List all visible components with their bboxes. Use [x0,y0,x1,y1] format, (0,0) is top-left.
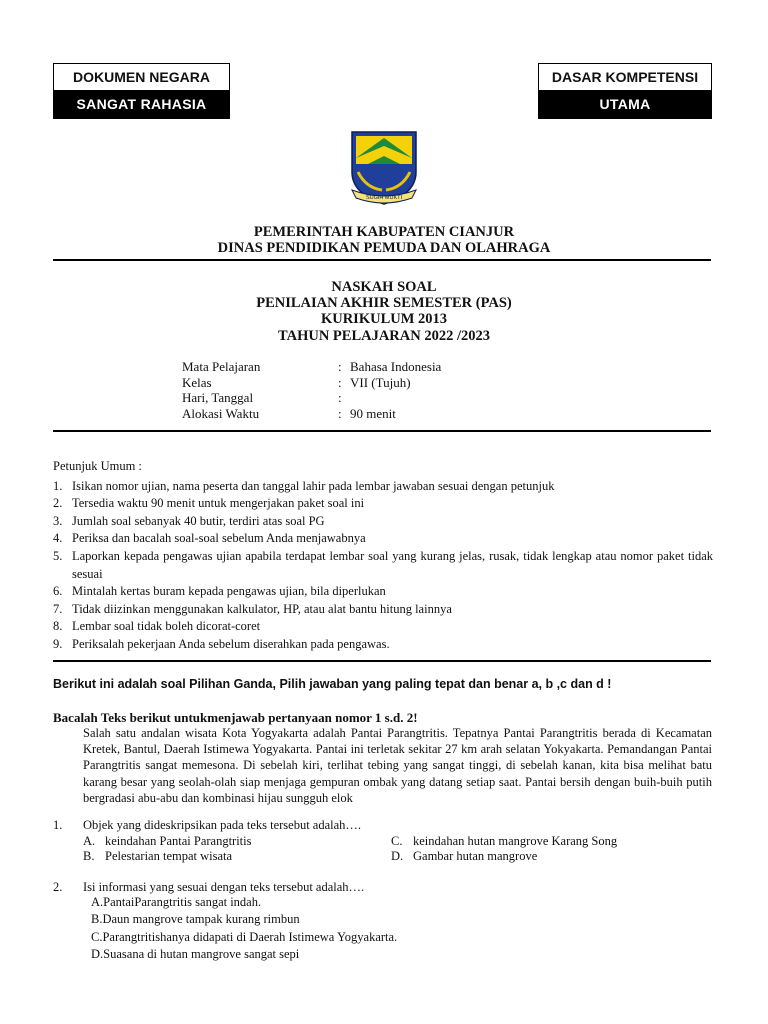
multiple-choice-instruction: Berikut ini adalah soal Pilihan Ganda, Pilih jawaban yang paling tepat dan benar a, b ,c dan d ! [53,677,612,691]
question-number: 1. [53,818,63,832]
question-1 [53,818,361,833]
list-item: 7. Tidak diizinkan menggunakan kalkulator, HP, atau alat bantu hitung lainnya [53,601,452,616]
info-row: Alokasi Waktu : 90 menit [182,405,396,421]
doc-title-1: NASKAH SOAL [331,279,437,295]
question-number: 2. [53,880,63,894]
option-a[interactable]: A.PantaiParangtritis sangat indah. [91,895,262,909]
list-item: 5. Laporkan kepada pengawas ujian apabila terdapat lembar soal yang kurang jelas, rusak, tidak lengkap atau nomor paket tidak sesuai [53,548,713,581]
option-d[interactable]: D.Suasana di hutan mangrove sangat sepi [91,946,300,961]
list-item: 1. Isikan nomor ujian, nama peserta dan tanggal lahir pada lembar jawaban sesuai dengan petunjuk [53,478,555,493]
general-instructions [53,458,713,654]
classification-label: DOKUMEN NEGARA [54,64,229,90]
instructions-heading: Petunjuk Umum : [53,459,142,473]
info-divider [53,430,711,432]
svg-text:SUGIH MUKTI: SUGIH MUKTI [365,195,403,201]
classification-box [53,63,230,119]
info-row: Hari, Tanggal : [182,390,342,405]
list-item: 2. Tersedia waktu 90 menit untuk mengerjakan paket soal ini [53,496,365,511]
competency-level: UTAMA [539,90,711,118]
list-item: 4. Periksa dan bacalah soal-soal sebelum Anda menjawabnya [53,531,366,546]
list-item: 8. Lembar soal tidak boleh dicorat-coret [53,619,261,634]
competency-label: DASAR KOMPETENSI [539,64,711,90]
option-c[interactable]: C.Parangtritishanya didapati di Daerah Istimewa Yogyakarta. [91,929,398,944]
option-d[interactable]: D. Gambar hutan mangrove [391,849,538,863]
list-item: 3. Jumlah soal sebanyak 40 butir, terdiri atas soal PG [53,513,325,528]
passage-heading: Bacalah Teks berikut untukmenjawab pertanyaan nomor 1 s.d. 2! [53,710,418,725]
instructions-divider [53,660,711,662]
list-item: 6. Mintalah kertas buram kepada pengawas ujian, bila diperlukan [53,584,386,599]
regency-emblem-icon [346,128,422,208]
competency-box [538,63,712,119]
doc-title-4: TAHUN PELAJARAN 2022 /2023 [278,328,490,344]
doc-title-2: PENILAIAN AKHIR SEMESTER (PAS) [256,295,512,311]
header-divider [53,259,711,261]
option-b[interactable]: B. Pelestarian tempat wisata [83,849,233,863]
secrecy-label: SANGAT RAHASIA [54,90,229,118]
option-c[interactable]: C. keindahan hutan mangrove Karang Song [391,834,618,848]
question-2-options [91,894,397,963]
question-text: Objek yang dideskripsikan pada teks tersebut adalah…. [83,818,362,832]
reading-passage: Salah satu andalan wisata Kota Yogyakarta adalah Pantai Parangtritis. Tepatnya Pantai Parangtritis berada di Kecamatan Kretek, Bantul, Daerah Istimewa Yogyakarta. Pantai ini terletak sekitar 27 km arah selatan Yokyakarta. Pemandangan Pantai Parangtritis sangat memesona. Di sebelah kiri, terlihat tebing yang sangat tinggi, di sebelah kanan, kita bisa melihat batu karang besar yang seolah-olah siap menjaga gempuran ombak yang datang setiap saat. Pantai bersih dengan buih-buih putih bergradasi abu-abu dan kombinasi hijau sungguh elok [83,726,712,805]
option-b[interactable]: B.Daun mangrove tampak kurang rimbun [91,912,300,927]
doc-title-3: KURIKULUM 2013 [320,311,448,327]
option-a[interactable]: A. keindahan Pantai Parangtritis [83,834,252,848]
department-heading: DINAS PENDIDIKAN PEMUDA DAN OLAHRAGA [217,240,551,256]
question-2 [53,880,364,895]
list-item: 9. Periksalah pekerjaan Anda sebelum diserahkan pada pengawas. [53,636,390,651]
exam-info [182,359,441,421]
info-row: Mata Pelajaran : Bahasa Indonesia [182,359,442,374]
info-row: Kelas : VII (Tujuh) [182,374,411,390]
question-text: Isi informasi yang sesuai dengan teks tersebut adalah…. [83,880,365,894]
government-heading: PEMERINTAH KABUPATEN CIANJUR [253,224,515,240]
